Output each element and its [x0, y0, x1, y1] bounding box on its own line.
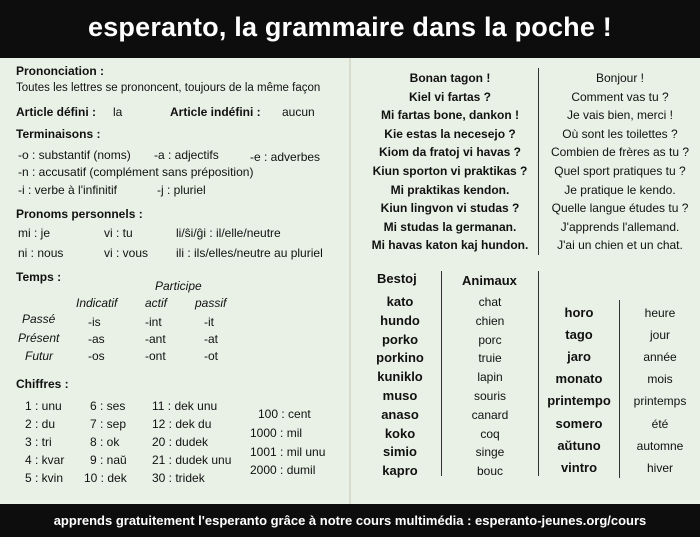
- chiffre-item: 20 : dudek: [152, 435, 209, 449]
- time-eo: somero: [555, 415, 603, 431]
- chiffres-heading: Chiffres :: [16, 377, 69, 391]
- phrase-fr: Où sont les toilettes ?: [562, 126, 678, 141]
- time-eo: vintro: [560, 459, 598, 475]
- time-fr: heure: [644, 306, 676, 320]
- terminaison-j: -j : pluriel: [157, 183, 206, 197]
- pronom-vi-tu: vi : tu: [104, 226, 133, 240]
- chiffre-item: 10 : dek: [84, 471, 127, 485]
- article-indefini-label: Article indéfini :: [170, 105, 261, 119]
- chiffre-item: 6 : ses: [90, 399, 126, 413]
- time-fr: hiver: [646, 460, 673, 475]
- article-defini-label: Article défini :: [16, 105, 97, 119]
- animal-fr: porc: [478, 332, 502, 347]
- chiffre-item: 9 : naŭ: [90, 453, 127, 467]
- animal-fr: chat: [478, 295, 502, 309]
- chiffre-item: 8 : ok: [90, 435, 120, 449]
- phrase-fr: J'apprends l'allemand.: [560, 219, 680, 234]
- animal-eo: porko: [381, 331, 419, 347]
- phrase-eo: Kie estas la necesejo ?: [384, 126, 516, 141]
- actif-label: actif: [145, 296, 168, 310]
- chiffre-item: 2000 : dumil: [250, 463, 316, 477]
- time-eo: monato: [555, 371, 603, 387]
- phrase-eo: Kiun sporton vi praktikas ?: [372, 164, 528, 178]
- indicatif-label: Indicatif: [76, 296, 118, 310]
- animal-fr: lapin: [477, 370, 503, 385]
- terminaison-e: -e : adverbes: [250, 150, 321, 164]
- animal-eo: porkino: [376, 350, 424, 366]
- phrase-fr: Je vais bien, merci !: [566, 108, 674, 123]
- terminaisons-heading: Terminaisons :: [16, 127, 101, 141]
- article-indefini-value: aucun: [282, 105, 315, 119]
- temps-ind-futur: -os: [88, 349, 105, 363]
- phrase-fr: Combien de frères as tu ?: [550, 145, 690, 160]
- animal-fr: souris: [473, 389, 506, 403]
- phrase-eo: Mi studas la germanan.: [383, 219, 517, 234]
- temps-pas-present: -at: [204, 332, 219, 346]
- time-eo: tago: [565, 327, 593, 343]
- pronoms-heading: Pronoms personnels :: [16, 207, 143, 221]
- temps-ind-present: -as: [88, 332, 105, 346]
- chiffre-item: 3 : tri: [25, 435, 52, 449]
- terminaison-o: -o : substantif (noms): [18, 148, 131, 162]
- temps-act-passe: -int: [145, 315, 162, 329]
- terminaison-i: -i : verbe à l'infinitif: [18, 183, 117, 197]
- chiffre-item: 1 : unu: [25, 399, 62, 413]
- animal-eo: hundo: [380, 312, 420, 328]
- phrase-fr: Comment vas tu ?: [571, 89, 669, 104]
- participe-label: Participe: [155, 279, 202, 293]
- animal-eo: anaso: [381, 406, 419, 422]
- animal-fr: singe: [475, 445, 505, 460]
- fold-line: [349, 58, 351, 504]
- animals-fr-heading: Animaux: [462, 273, 517, 288]
- chiffre-item: 7 : sep: [90, 417, 127, 431]
- footer-text: apprends gratuitement l'esperanto grâce à notre cours multimédia : esperanto-jeunes.org/cours: [53, 513, 647, 528]
- pronom-mi: mi : je: [18, 226, 51, 240]
- temps-label-passe: Passé: [22, 312, 56, 326]
- animal-fr: truie: [478, 351, 502, 366]
- time-fr: jour: [649, 328, 670, 343]
- time-fr: automne: [636, 438, 684, 453]
- time-fr: année: [643, 350, 677, 365]
- terminaison-a: -a : adjectifs: [154, 148, 219, 162]
- animal-eo: koko: [384, 425, 416, 441]
- pronom-ni: ni : nous: [18, 246, 64, 260]
- chiffre-item: 100 : cent: [258, 407, 311, 421]
- chiffre-item: 12 : dek du: [152, 417, 212, 431]
- phrase-eo: Kiel vi fartas ?: [408, 89, 492, 104]
- pronom-ili: ili : ils/elles/neutre au pluriel: [176, 246, 323, 260]
- phrase-eo: Kiom da fratoj vi havas ?: [378, 145, 522, 160]
- animal-fr: coq: [480, 426, 500, 441]
- animal-eo: kapro: [382, 463, 418, 479]
- passif-label: passif: [195, 296, 227, 310]
- header-bar: [0, 0, 700, 58]
- terminaison-n: -n : accusatif (complément sans préposition): [18, 165, 254, 179]
- animal-fr: canard: [471, 407, 509, 422]
- temps-act-futur: -ont: [145, 349, 166, 363]
- article-defini-value: la: [113, 105, 123, 119]
- phrase-fr: J'ai un chien et un chat.: [557, 238, 683, 253]
- animal-eo: kato: [386, 294, 414, 309]
- phrase-fr: Je pratique le kendo.: [564, 182, 676, 197]
- chiffre-item: 5 : kvin: [25, 471, 64, 485]
- phrase-eo: Kiun lingvon vi studas ?: [380, 201, 520, 216]
- animals-time-divider: [538, 271, 539, 476]
- phrase-eo: Mi havas katon kaj hundon.: [371, 238, 529, 253]
- phrase-eo: Mi fartas bone, dankon !: [380, 108, 519, 123]
- animal-eo: kuniklo: [377, 369, 423, 385]
- temps-heading: Temps :: [16, 270, 62, 284]
- time-eo: aŭtuno: [557, 437, 601, 453]
- chiffre-item: 2 : du: [25, 417, 56, 431]
- time-eo: printempo: [547, 393, 611, 409]
- animals-eo-heading: Bestoj: [377, 271, 417, 286]
- time-fr: printemps: [633, 394, 687, 409]
- chiffre-item: 4 : kvar: [25, 453, 65, 467]
- time-fr: été: [651, 416, 669, 431]
- temps-pas-passe: -it: [204, 315, 214, 329]
- time-eo: horo: [564, 305, 594, 320]
- phrase-fr: Quel sport pratiques tu ?: [554, 164, 686, 178]
- phrase-fr: Quelle langue études tu ?: [551, 201, 689, 216]
- time-fr: mois: [647, 372, 673, 387]
- prononciation-heading: Prononciation :: [16, 64, 104, 78]
- chiffre-item: 11 : dek unu: [152, 399, 218, 413]
- temps-label-present: Présent: [18, 331, 60, 345]
- time-eo: jaro: [567, 349, 591, 365]
- temps-pas-futur: -ot: [204, 349, 219, 363]
- footer-bar: [0, 504, 700, 537]
- phrase-eo: Mi praktikas kendon.: [390, 182, 510, 197]
- animal-eo: simio: [383, 444, 417, 460]
- pronom-vi-vous: vi : vous: [104, 246, 149, 260]
- temps-label-futur: Futur: [25, 349, 54, 363]
- phrase-eo: Bonan tagon !: [409, 71, 491, 85]
- temps-ind-passe: -is: [88, 315, 101, 329]
- animal-eo: muso: [382, 388, 418, 403]
- animal-fr: bouc: [476, 464, 504, 479]
- pronom-li: li/ŝi/ĝi : il/elle/neutre: [176, 226, 281, 240]
- chiffre-item: 1001 : mil unu: [250, 445, 326, 459]
- page-title: esperanto, la grammaire dans la poche !: [88, 12, 612, 42]
- phrase-fr: Bonjour !: [595, 71, 645, 85]
- chiffre-item: 1000 : mil: [250, 426, 303, 440]
- prononciation-text: Toutes les lettres se prononcent, toujours de la même façon: [16, 82, 321, 94]
- animal-fr: chien: [475, 313, 505, 328]
- temps-act-present: -ant: [145, 332, 166, 346]
- chiffre-item: 21 : dudek unu: [152, 453, 232, 467]
- chiffre-item: 30 : tridek: [152, 471, 205, 485]
